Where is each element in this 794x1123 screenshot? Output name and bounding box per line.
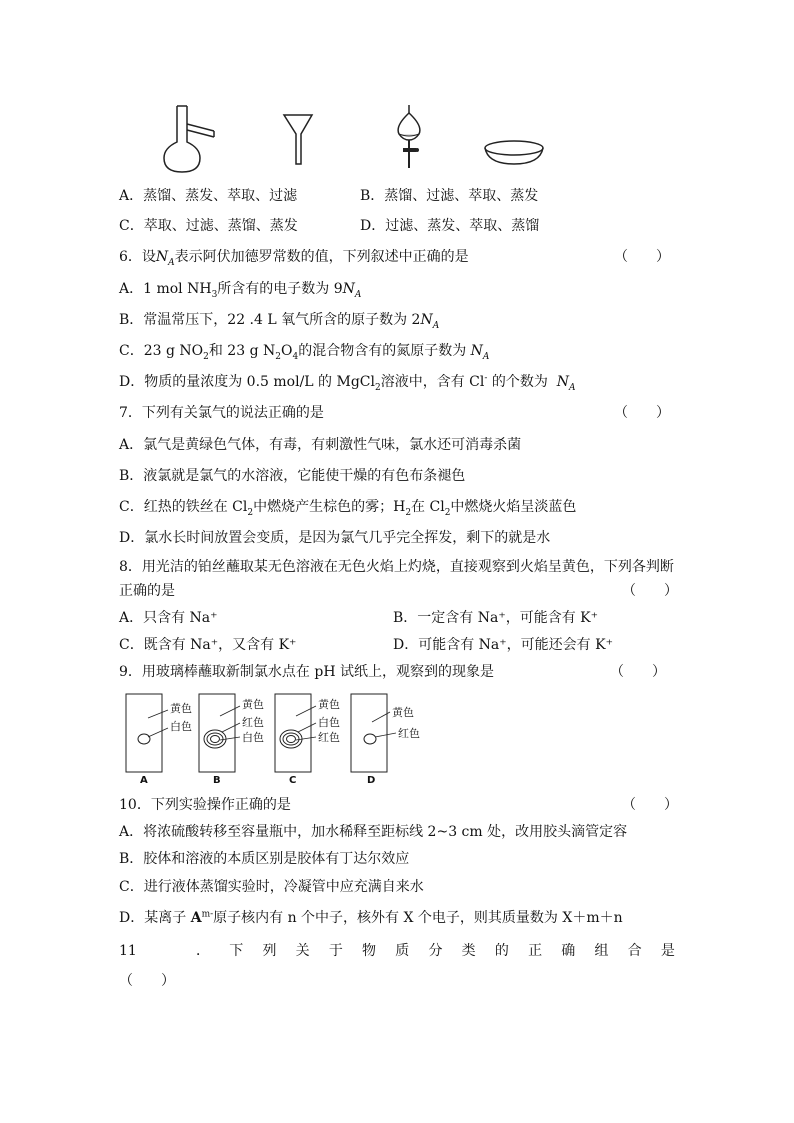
q7-c-mid2: 在 Cl — [411, 499, 445, 515]
strip-c-label-2: 白色 — [318, 716, 340, 729]
q8-option-a: A．只含有 Na⁺ — [119, 610, 218, 626]
strip-d-label-2: 红色 — [398, 727, 420, 740]
q10-option-c: C．进行液体蒸馏实验时，冷凝管中应充满自来水 — [119, 879, 424, 895]
q5-option-c: C．萃取、过滤、蒸馏、蒸发 — [119, 218, 298, 234]
q7-c-end: 中燃烧火焰呈淡蓝色 — [450, 499, 577, 515]
q6-c-mid2: O — [280, 343, 293, 359]
q6-stem-rest: 表示阿伏加德罗常数的值，下列叙述中正确的是 — [174, 249, 469, 265]
q11-char: 于 — [328, 943, 343, 959]
ph-strip-a — [126, 694, 168, 772]
evaporating-dish-icon — [482, 138, 546, 168]
q6-option-b — [119, 311, 439, 329]
q6-c-sub3: 4 — [292, 351, 299, 362]
q6-d-sub: 2 — [374, 382, 381, 393]
q6-answer-paren: （ ） — [614, 249, 670, 265]
q10-option-d — [119, 909, 623, 927]
q7-c-sub1: 2 — [247, 507, 254, 518]
distillation-flask-icon — [160, 102, 216, 174]
strip-a-label-1: 黄色 — [170, 702, 192, 715]
q11-char: 正 — [528, 943, 543, 959]
q6-c-mid3: 的混合物含有的氮原子数为 — [298, 343, 471, 359]
q7-c-pre: C．红热的铁丝在 Cl — [119, 499, 248, 515]
strip-a-letter: A — [140, 775, 148, 786]
q11-dot: ． — [196, 943, 211, 959]
strip-c-label-1: 黄色 — [318, 698, 340, 711]
q6-c-n: N — [470, 343, 483, 359]
q6-a-mid: 所含有的电子数为 9 — [217, 281, 343, 297]
q11-char: 列 — [262, 943, 277, 959]
q6-option-d — [119, 373, 576, 391]
q11-char: 合 — [627, 943, 642, 959]
strip-a-label-2: 白色 — [170, 720, 192, 733]
q7-option-c — [119, 498, 576, 516]
q7-answer-paren: （ ） — [614, 405, 670, 421]
q6-b-pre: B．常温常压下，22 .4 L 氧气所含的原子数为 2 — [119, 312, 421, 328]
q10-d-sup: m- — [201, 909, 214, 920]
q7-c-mid: 中燃烧产生棕色的雾；H — [253, 499, 406, 515]
q11-answer-paren: （ ） — [119, 973, 175, 989]
q6-c-mid1: 和 23 g N — [208, 343, 276, 359]
funnel-icon — [282, 112, 314, 166]
q11-char: 下 — [229, 943, 244, 959]
q8-stem-line1: 8．用光洁的铂丝蘸取某无色溶液在无色火焰上灼烧，直接观察到火焰呈黄色，下列各判断 — [119, 559, 674, 575]
q11-char: 的 — [494, 943, 509, 959]
q10-d-a: A — [190, 910, 202, 926]
q9-stem: 9．用玻璃棒蘸取新制氯水点在 pH 试纸上，观察到的现象是 — [119, 664, 494, 680]
q6-c-sub1: 2 — [203, 351, 209, 362]
q6-a-n: N — [342, 281, 355, 297]
q7-c-sub2: 2 — [405, 507, 412, 518]
q7-option-d: D．氯水长时间放置会变质，是因为氯气几乎完全挥发，剩下的就是水 — [119, 530, 551, 546]
strip-c-letter: C — [289, 775, 297, 786]
q6-a-nsub: A — [354, 289, 362, 300]
q6-c-pre: C．23 g NO — [119, 343, 204, 359]
q7-c-sub3: 2 — [444, 507, 451, 518]
q5-option-a: A．蒸馏、蒸发、萃取、过滤 — [119, 188, 298, 204]
q10-option-a: A．将浓硫酸转移至容量瓶中，加水稀释至距标线 2~3 cm 处，改用胶头滴管定容 — [119, 824, 628, 840]
q6-d-sup: - — [484, 373, 488, 384]
strip-c-label-3: 红色 — [318, 731, 340, 744]
q8-option-c: C．既含有 Na⁺，又含有 K⁺ — [119, 637, 297, 653]
q11-char: 质 — [395, 943, 410, 959]
q6-d-n: N — [556, 374, 570, 390]
q11-char: 物 — [362, 943, 377, 959]
q6-stem-num: 6．设 — [119, 249, 156, 265]
strip-b-label-1: 黄色 — [242, 698, 264, 711]
strip-b-letter: B — [213, 775, 221, 786]
q6-a-pre: A．1 mol NH — [119, 281, 212, 297]
q7-option-b: B．液氯就是氯气的水溶液，它能使干燥的有色布条褪色 — [119, 468, 466, 484]
q6-stem-na: N — [155, 249, 169, 265]
q6-b-nsub: A — [432, 320, 440, 331]
q6-option-c — [119, 342, 489, 360]
q10-d-rest: 原子核内有 n 个中子，核外有 X 个电子，则其质量数为 X＋m＋n — [213, 910, 623, 926]
q10-answer-paren: （ ） — [622, 797, 678, 813]
q10-d-pre: D．某离子 — [119, 910, 191, 926]
q6-d-mid2: 的个数为 — [487, 374, 557, 390]
q6-stem — [119, 248, 469, 266]
separatory-funnel-icon — [393, 104, 425, 170]
strip-d-label-1: 黄色 — [392, 706, 414, 719]
q9-answer-paren: （ ） — [610, 664, 666, 680]
q6-c-sub2: 2 — [275, 351, 281, 362]
q5-option-d: D．过滤、蒸发、萃取、蒸馏 — [360, 218, 540, 234]
q11-char: 关 — [295, 943, 310, 959]
ph-strip-c — [275, 694, 316, 772]
ph-strip-d — [351, 694, 396, 772]
q10-stem: 10．下列实验操作正确的是 — [119, 797, 291, 813]
q7-option-a: A．氯气是黄绿色气体，有毒，有刺激性气味，氯水还可消毒杀菌 — [119, 437, 522, 453]
q6-a-sub: 3 — [211, 289, 218, 300]
q6-stem-na-sub: A — [168, 257, 175, 268]
q8-stem-line2: 正确的是 — [119, 583, 175, 599]
q8-answer-paren: （ ） — [622, 583, 678, 599]
q11-num: 11 — [119, 943, 137, 959]
q10-option-b: B．胶体和溶液的本质区别是胶体有丁达尔效应 — [119, 851, 410, 867]
strip-b-label-2: 红色 — [242, 716, 264, 729]
q11-stem — [119, 942, 675, 960]
q11-char: 类 — [461, 943, 476, 959]
q11-char: 确 — [561, 943, 576, 959]
q6-d-nsub: A — [569, 382, 576, 393]
q7-stem: 7．下列有关氯气的说法正确的是 — [119, 405, 324, 421]
q11-char: 分 — [428, 943, 443, 959]
q11-char: 组 — [594, 943, 609, 959]
q8-option-d: D．可能含有 Na⁺，可能还会有 K⁺ — [393, 637, 613, 653]
q8-option-b: B．一定含有 Na⁺，可能含有 K⁺ — [393, 610, 599, 626]
strip-d-letter: D — [367, 775, 376, 786]
strip-b-label-3: 白色 — [242, 731, 264, 744]
q11-char: 是 — [660, 943, 675, 959]
q6-c-nsub: A — [482, 351, 490, 362]
q6-b-n: N — [420, 312, 433, 328]
q6-option-a — [119, 280, 361, 298]
ph-strip-b — [199, 694, 240, 772]
q6-d-pre: D．物质的量浓度为 0.5 mol/L 的 MgCl — [119, 374, 375, 390]
q5-option-b: B．蒸馏、过滤、萃取、蒸发 — [360, 188, 539, 204]
q6-d-mid: 溶液中，含有 Cl — [380, 374, 485, 390]
